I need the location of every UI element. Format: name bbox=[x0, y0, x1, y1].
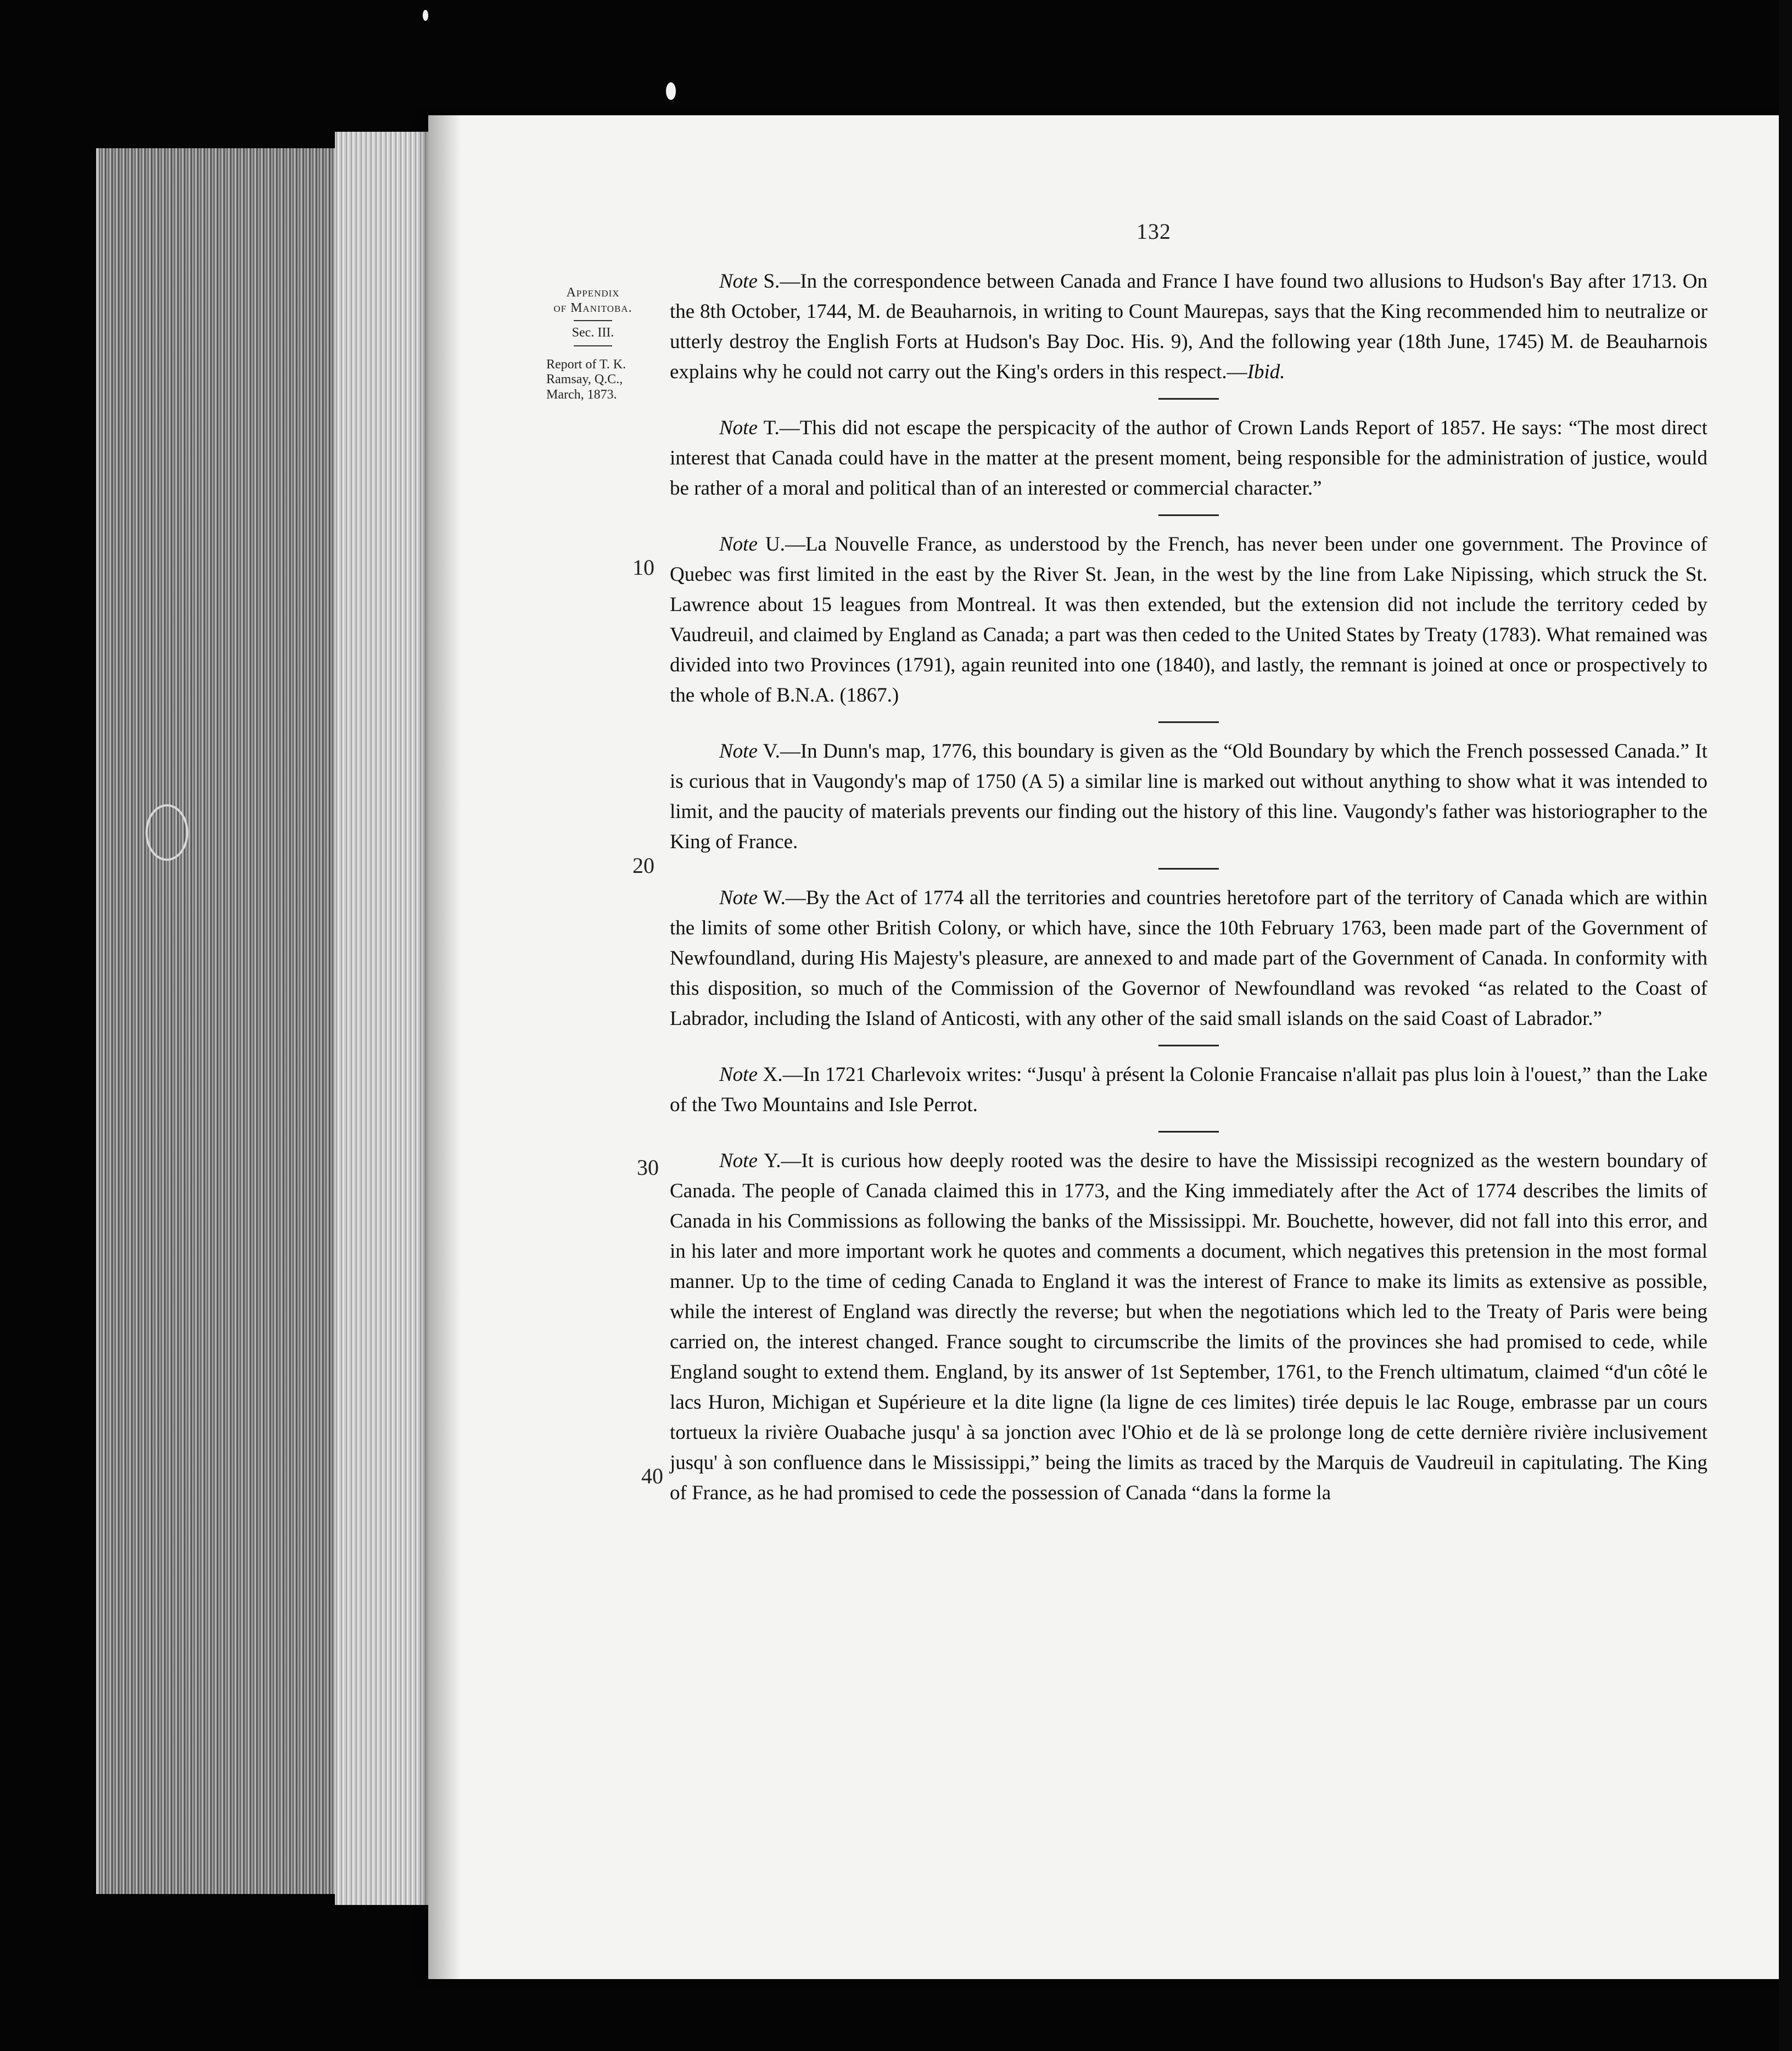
note-separator bbox=[1158, 1131, 1219, 1133]
scan-border bbox=[1779, 0, 1792, 2051]
dust-mark bbox=[666, 82, 676, 100]
note-label: Note bbox=[719, 533, 758, 556]
note-text: —In 1721 Charlevoix writes: “Jusqu' à présent la Colonie Francaise n'allait pas plus loin à l'ouest,” than the Lake of the Two Mountains and Isle Perrot. bbox=[670, 1063, 1708, 1116]
line-number: 30 bbox=[637, 1155, 659, 1180]
note-label: Note bbox=[719, 887, 758, 909]
note-text: —La Nouvelle France, as understood by the French, has never been under one government. The Province of Quebec was first limited in the east by the River St. Jean, in the west by the line from Lake Nipissing, which struck the St. Lawrence about 15 leagues from Montreal. It was then extended, but the extension did not include the territory ceded by Vaudreuil, and claimed by England as Canada; a part was then ceded to the United States by Treaty (1783). What remained was divided into two Provinces (1791), again reunited into one (1840), and lastly, the remnant is joined at once or prospectively to the whole of B.N.A. (1867.) bbox=[670, 533, 1707, 707]
note-x bbox=[670, 1060, 1707, 1120]
note-citation: Ibid. bbox=[1247, 361, 1285, 383]
note-letter: S. bbox=[763, 270, 780, 293]
note-label: Note bbox=[719, 1063, 758, 1086]
note-label: Note bbox=[719, 417, 758, 439]
inner-page-edges bbox=[335, 132, 434, 1905]
line-number: 10 bbox=[632, 555, 654, 580]
note-text: —It is curious how deeply rooted was the desire to have the Mississipi recognized as the western boundary of Canada. The people of Canada claimed this in 1773, and the King immediately after the Act of 1774 describes the limits of Canada in his Commissions as following the banks of the Mississippi. Mr. Bouchette, however, did not fall into this error, and in his later and more important work he quotes and comments a document, which negatives this pretension in the most formal manner. Up to the time of ceding Canada to England it was the interest of France to make its limits as extensive as possible, while the interest of England was directly the reverse; but when the negotiations which led to the Treaty of Paris were being carried on, the interest changed. France sought to circumscribe the limits of the provinces she had promised to cede, while England sought to extend them. England, by its answer of 1st September, 1761, to the French ultimatum, claimed “d'un côté le lacs Huron, Michigan et Supérieure et la dite ligne (la ligne de ces limites) tirée depuis le lac Rouge, embrasse par un cours tortueux la rivière Ouabache jusqu' à sa jonction avec l'Ohio et de là se prolonge long de cette dernière rivière inclusivement jusqu' à son confluence dans le Mississippi,” being the limits as traced by the Marquis de Vaudreuil in capitulating. The King of France, as he had promised to cede the possession of Canada “dans la forme la bbox=[670, 1150, 1707, 1504]
note-separator bbox=[1158, 721, 1219, 723]
note-separator bbox=[1158, 514, 1219, 516]
margin-rule bbox=[574, 345, 612, 346]
note-label: Note bbox=[719, 1150, 758, 1172]
margin-rule bbox=[574, 320, 612, 321]
note-separator bbox=[1158, 868, 1219, 870]
note-y bbox=[670, 1146, 1707, 1508]
note-label: Note bbox=[719, 740, 758, 763]
note-text: —This did not escape the perspicacity of the author of Crown Lands Report of 1857. He says: “The most direct interest that Canada could have in the matter at the present moment, being responsible for the administration of justice, would be rather of a moral and political than of an interested or commercial character.” bbox=[670, 417, 1707, 500]
note-letter: V. bbox=[763, 740, 780, 763]
note-separator bbox=[1158, 1045, 1219, 1046]
page-block-edges bbox=[99, 148, 351, 1894]
note-letter: X. bbox=[763, 1063, 783, 1086]
note-s bbox=[670, 266, 1707, 387]
line-number: 20 bbox=[632, 853, 654, 878]
note-letter: U. bbox=[765, 533, 785, 556]
line-number: 40 bbox=[641, 1464, 663, 1488]
margin-report: Report of T. K. Ramsay, Q.C., March, 1873. bbox=[546, 357, 626, 402]
note-w bbox=[670, 883, 1707, 1034]
margin-appendix: Appendix bbox=[566, 285, 620, 300]
page-body bbox=[670, 266, 1707, 1508]
note-separator bbox=[1158, 398, 1219, 400]
note-text: —In Dunn's map, 1776, this boundary is given as the “Old Boundary by which the French possessed Canada.” It is curious that in Vaugondy's map of 1750 (A 5) a similar line is marked out without anything to show what it was intended to limit, and the paucity of materials prevents our finding out the history of this line. Vaugondy's father was historiographer to the King of France. bbox=[670, 740, 1707, 853]
note-text: —By the Act of 1774 all the territories and countries heretofore part of the territory of Canada which are within the limits of some other British Colony, or which have, since the 10th February 1763, been made part of the Government of Newfoundland, during His Majesty's pleasure, are annexed to and made part of the Government of Canada. In conformity with this disposition, so much of the Commission of the Governor of Newfoundland was revoked “as related to the Coast of Labrador, including the Island of Anticosti, with any other of the said small islands on the said Coast of Labrador.” bbox=[670, 887, 1707, 1030]
note-v bbox=[670, 736, 1707, 857]
note-letter: T. bbox=[763, 417, 780, 439]
page-gutter-shadow bbox=[428, 115, 461, 1979]
margin-section: Sec. III. bbox=[572, 326, 614, 340]
dust-mark bbox=[423, 10, 428, 21]
note-letter: Y. bbox=[764, 1150, 781, 1172]
margin-manitoba: of Manitoba. bbox=[553, 300, 632, 315]
handwritten-circle-mark bbox=[145, 804, 188, 861]
margin-note bbox=[541, 285, 645, 403]
note-u bbox=[670, 529, 1707, 710]
note-letter: W. bbox=[763, 887, 786, 909]
note-label: Note bbox=[719, 270, 758, 293]
note-t bbox=[670, 413, 1707, 503]
page-number: 132 bbox=[1136, 219, 1171, 244]
note-text: —In the correspondence between Canada and France I have found two allusions to Hudson's Bay after 1713. On the 8th October, 1744, M. de Beauharnois, in writing to Count Maurepas, says that the King recommended him to neutralize or utterly destroy the English Forts at Hudson's Bay Doc. His. 9), And the following year (18th June, 1745) M. de Beauharnois explains why he could not carry out the King's orders in this respect.— bbox=[670, 270, 1708, 383]
